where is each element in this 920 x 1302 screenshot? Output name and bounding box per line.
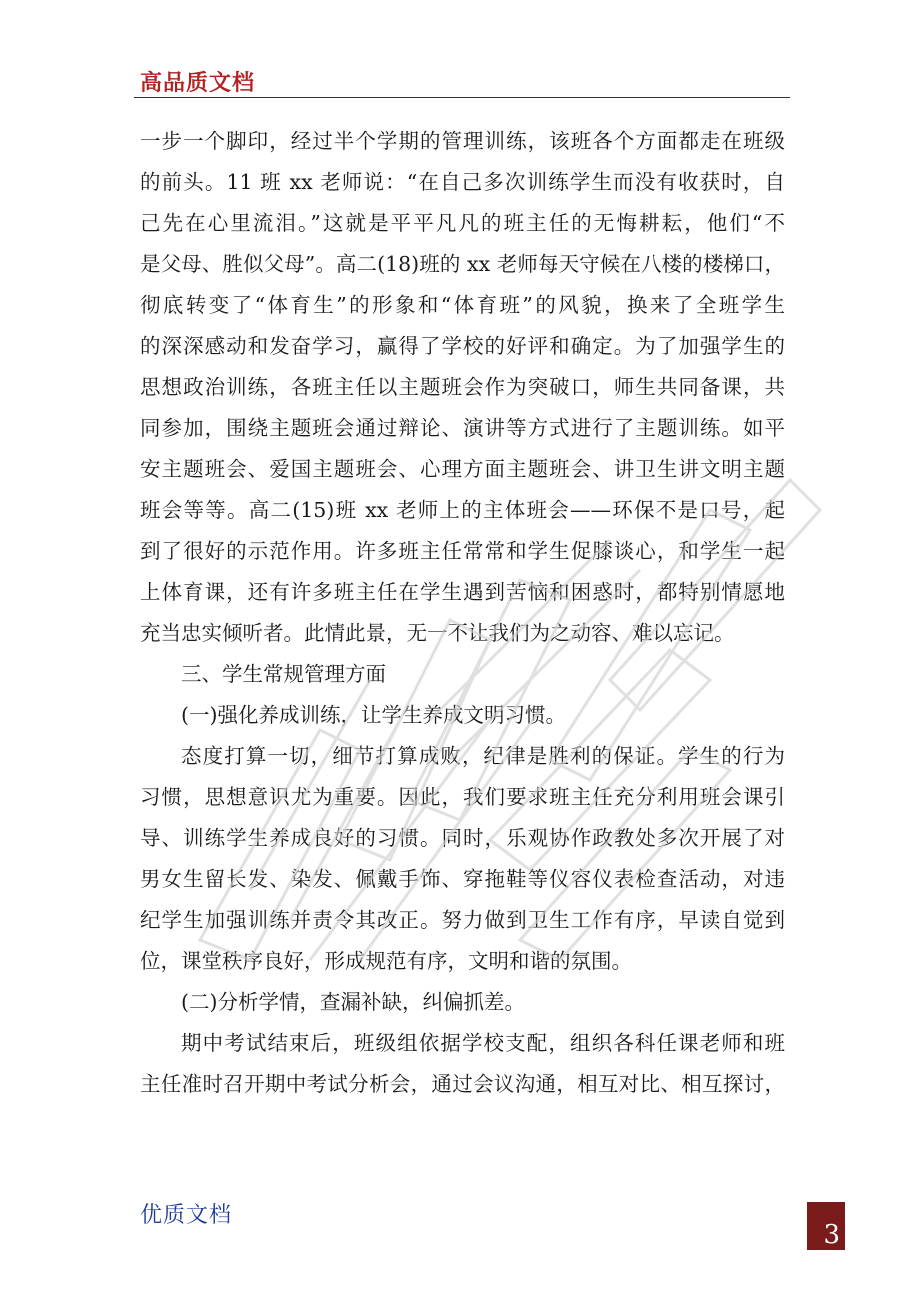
- text-line: 思想政治训练，各班主任以主题班会作为突破口，师生共同备课，共: [140, 375, 785, 399]
- sub-heading: (一)强化养成训练，让学生养成文明习惯。: [181, 703, 566, 727]
- section-heading: 三、学生常规管理方面: [181, 662, 386, 686]
- page-number: 3: [823, 1220, 840, 1250]
- text-line: 习惯，思想意识尤为重要。因此，我们要求班主任充分利用班会课引: [140, 785, 785, 809]
- text-line: 己先在心里流泪。”这就是平平凡凡的班主任的无悔耕耘，他们“不: [140, 211, 785, 235]
- text-line: 同参加，围绕主题班会通过辩论、演讲等方式进行了主题训练。如平: [140, 416, 785, 440]
- text-line: 男女生留长发、染发、佩戴手饰、穿拖鞋等仪容仪表检查活动，对违: [140, 867, 785, 891]
- text-line: 班会等等。高二(15)班 xx 老师上的主体班会——环保不是口号，起: [140, 498, 785, 522]
- footer-title: 优质文档: [140, 1203, 233, 1228]
- text-line: 导、训练学生养成良好的习惯。同时，乐观协作政教处多次开展了对: [140, 826, 785, 850]
- header-title: 高品质文档: [140, 70, 256, 96]
- header-divider: [134, 97, 790, 98]
- sub-heading: (二)分析学情，查漏补缺，纠偏抓差。: [181, 990, 525, 1014]
- text-line: 安主题班会、爱国主题班会、心理方面主题班会、讲卫生讲文明主题: [140, 457, 785, 481]
- text-line: 上体育课，还有许多班主任在学生遇到苦恼和困惑时，都特别情愿地: [140, 580, 785, 604]
- document-body: [140, 121, 785, 1105]
- text-line: 期中考试结束后，班级组依据学校支配，组织各科任课老师和班: [181, 1031, 785, 1055]
- page-number-badge: [807, 1202, 845, 1250]
- text-line: 的前头。11 班 xx 老师说：“在自己多次训练学生而没有收获时，自: [140, 170, 785, 194]
- text-line: 位，课堂秩序良好，形成规范有序，文明和谐的氛围。: [140, 949, 632, 973]
- text-line: 主任准时召开期中考试分析会，通过会议沟通，相互对比、相互探讨，: [140, 1072, 785, 1096]
- text-line: 充当忠实倾听者。此情此景，无一不让我们为之动容、难以忘记。: [140, 621, 735, 645]
- text-line: 态度打算一切，细节打算成败，纪律是胜利的保证。学生的行为: [181, 744, 785, 768]
- text-line: 一步一个脚印，经过半个学期的管理训练，该班各个方面都走在班级: [140, 129, 785, 153]
- text-line: 纪学生加强训练并责令其改正。努力做到卫生工作有序，早读自觉到: [140, 908, 785, 932]
- text-line: 的深深感动和发奋学习，赢得了学校的好评和确定。为了加强学生的: [140, 334, 785, 358]
- text-line: 彻底转变了“体育生”的形象和“体育班”的风貌，换来了全班学生: [140, 293, 785, 317]
- text-line: 是父母、胜似父母”。高二(18)班的 xx 老师每天守候在八楼的楼梯口，: [140, 252, 785, 276]
- text-line: 到了很好的示范作用。许多班主任常常和学生促膝谈心，和学生一起: [140, 539, 785, 563]
